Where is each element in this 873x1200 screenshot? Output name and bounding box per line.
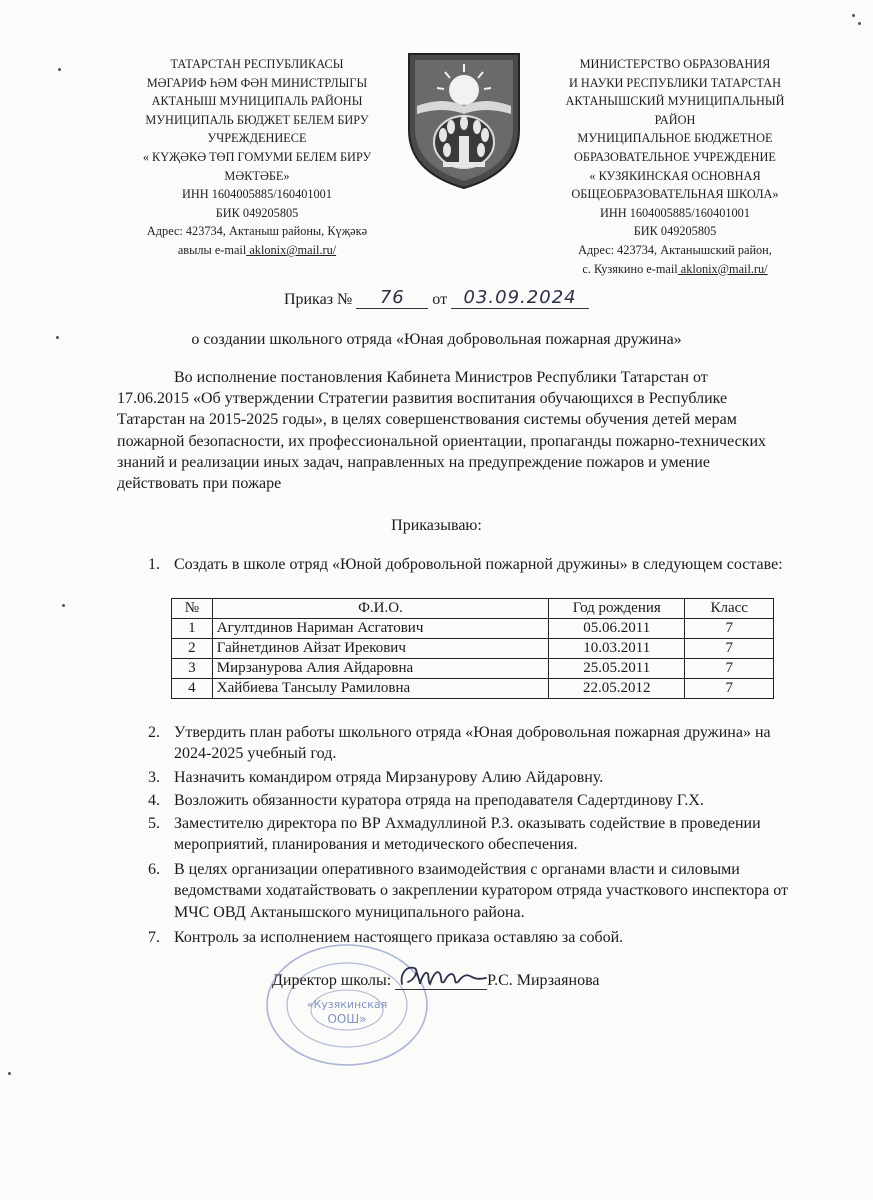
order-date: 03.09.2024 — [463, 287, 577, 308]
item-text: В целях организации оперативного взаимодействия с органами власти и силовыми ведомствами ходатайствовать о закреплении куратором отряда участкового инспектора от МЧС ОВД Актанышского муниципального района. — [174, 861, 788, 921]
table-row — [172, 619, 774, 639]
scan-speck — [56, 336, 59, 339]
item-text: Утвердить план работы школьного отряда «Юная добровольная пожарная дружина» на 2024-2025 учебный год. — [174, 724, 771, 763]
item-number: 5. — [148, 815, 160, 832]
cell-year: 22.05.2012 — [549, 679, 685, 699]
scan-speck — [8, 1072, 11, 1075]
header-right-line: МУНИЦИПАЛЬНОЕ БЮДЖЕТНОЕ — [577, 131, 773, 146]
handwritten-signature-icon — [396, 960, 492, 990]
order-item — [148, 859, 788, 923]
email-link[interactable]: aklonix@mail.ru/ — [677, 261, 768, 276]
order-item — [148, 813, 788, 856]
order-item — [148, 790, 788, 811]
header-right-line: И НАУКИ РЕСПУБЛИКИ ТАТАРСТАН — [568, 75, 782, 90]
header-right-email-line — [525, 260, 825, 279]
prikazyvayu-heading: Приказываю: — [391, 517, 482, 534]
header-left-line: УЧРЕЖДЕНИЕСЕ — [207, 131, 307, 146]
item-text: Заместителю директора по ВР Ахмадуллиной Р.З. оказывать содействие в проведении мероприятий, планирования и методического обеспечения. — [174, 815, 761, 854]
table-row — [172, 679, 774, 699]
header-right-line: МИНИСТЕРСТВО ОБРАЗОВАНИЯ — [579, 57, 771, 71]
order-subject: о создании школьного отряда «Юная добровольная пожарная дружина» — [191, 331, 682, 348]
email-link[interactable]: aklonix@mail.ru/ — [246, 242, 337, 257]
order-date-field — [451, 287, 589, 309]
header-left-line: МУНИЦИПАЛЬ БЮДЖЕТ БЕЛЕМ БИРУ — [145, 112, 369, 127]
item-text: Контроль за исполнением настоящего приказа оставляю за собой. — [174, 929, 624, 946]
cell-class: 7 — [685, 619, 774, 639]
item-text: Создать в школе отряд «Юной добровольной пожарной дружины» в следующем составе: — [174, 556, 783, 573]
director-label: Директор школы: — [272, 972, 392, 989]
cell-name: Агултдинов Нариман Асгатович — [212, 619, 548, 639]
table-row — [172, 639, 774, 659]
order-from-label: от — [432, 291, 448, 308]
header-left-line: « КҮҖӘКӘ ТӨП ГОМУМИ БЕЛЕМ БИРУ — [142, 149, 372, 164]
header-right-line: Адрес: 423734, Актанышский район, — [578, 242, 772, 257]
header-right-line: « КУЗЯКИНСКАЯ ОСНОВНАЯ — [589, 168, 761, 183]
cell-name: Хайбиева Тансылу Рамиловна — [212, 679, 548, 699]
header-left-line: МӘГАРИФ ҺӘМ ФӘН МИНИСТРЛЫГЫ — [146, 75, 368, 90]
header-left-line: МӘКТӘБЕ» — [224, 168, 290, 183]
stamp-center-line1: «Кузякинская — [306, 998, 388, 1011]
cell-year: 05.06.2011 — [549, 619, 685, 639]
header-left-email-line — [112, 241, 402, 260]
stamp-center-line2: ООШ» — [327, 1012, 367, 1026]
order-item — [148, 927, 788, 948]
col-header-num: № — [172, 599, 213, 619]
item-text: Назначить командиром отряда Мирзанурову Алию Айдаровну. — [174, 769, 604, 786]
cell-num: 3 — [172, 659, 213, 679]
scan-speck — [58, 68, 61, 71]
order-item — [148, 767, 788, 788]
table-row — [172, 659, 774, 679]
cell-name: Мирзанурова Алия Айдаровна — [212, 659, 548, 679]
email-prefix: с. Кузякино e-mail — [582, 261, 678, 276]
cell-year: 10.03.2011 — [549, 639, 685, 659]
col-header-name: Ф.И.О. — [212, 599, 548, 619]
header-left-line: БИК 049205805 — [215, 205, 299, 220]
cell-num: 1 — [172, 619, 213, 639]
cell-name: Гайнетдинов Айзат Ирекович — [212, 639, 548, 659]
cell-num: 4 — [172, 679, 213, 699]
roster-table — [171, 598, 774, 699]
header-left-line: Адрес: 423734, Актаныш районы, Күҗәкә — [146, 224, 368, 239]
order-item — [148, 554, 788, 575]
order-title — [0, 287, 873, 309]
header-right-line: БИК 049205805 — [633, 224, 717, 239]
header-left-line: ИНН 1604005885/160401001 — [182, 187, 332, 202]
col-header-year: Год рождения — [549, 599, 685, 619]
header-right-line: РАЙОН — [654, 112, 696, 127]
item-number: 6. — [148, 861, 160, 878]
header-right-line: АКТАНЫШСКИЙ МУНИЦИПАЛЬНЫЙ — [565, 94, 785, 109]
item-number: 7. — [148, 929, 160, 946]
order-number: 76 — [379, 287, 405, 308]
order-label: Приказ № — [283, 291, 353, 308]
intro-text: Во исполнение постановления Кабинета Министров Республики Татарстан от 17.06.2015 «Об утверждении Стратегии развития воспитания обучающихся в Республике Татарстан на 2015-2025 годы», в целях совершенствования системы обучения детей мерам пожарной безопасности, их профессиональной ориентации, пропаганды пожарно-технических знаний и реализации иных задач, направленных на предупреждение пожаров и умение действовать при пожаре — [117, 369, 766, 493]
header-right-line: ОБРАЗОВАТЕЛЬНОЕ УЧРЕЖДЕНИЕ — [574, 149, 776, 164]
header-left-line: ТАТАРСТАН РЕСПУБЛИКАСЫ — [170, 57, 344, 71]
intro-paragraph — [117, 367, 777, 494]
header-left — [112, 55, 402, 260]
director-name: Р.С. Мирзаянова — [487, 972, 600, 989]
item-number: 2. — [148, 724, 160, 741]
header-left-line: АКТАНЫШ МУНИЦИПАЛЬ РАЙОНЫ — [151, 94, 363, 109]
cell-num: 2 — [172, 639, 213, 659]
email-prefix: авылы e-mail — [177, 242, 247, 257]
scan-speck — [62, 604, 65, 607]
coat-of-arms-icon — [403, 50, 525, 190]
col-header-class: Класс — [685, 599, 774, 619]
header-right-line: ИНН 1604005885/160401001 — [600, 205, 750, 220]
order-number-field — [356, 287, 428, 309]
scan-speck — [852, 14, 855, 17]
header-right — [525, 55, 825, 278]
order-item — [148, 722, 788, 765]
item-number: 1. — [148, 556, 160, 573]
cell-class: 7 — [685, 639, 774, 659]
item-text: Возложить обязанности куратора отряда на преподавателя Садертдинову Г.Х. — [174, 792, 704, 809]
header-right-line: ОБЩЕОБРАЗОВАТЕЛЬНАЯ ШКОЛА» — [571, 187, 779, 202]
table-header-row — [172, 599, 774, 619]
cell-year: 25.05.2011 — [549, 659, 685, 679]
cell-class: 7 — [685, 659, 774, 679]
scan-speck — [858, 22, 861, 25]
cell-class: 7 — [685, 679, 774, 699]
item-number: 4. — [148, 792, 160, 809]
item-number: 3. — [148, 769, 160, 786]
